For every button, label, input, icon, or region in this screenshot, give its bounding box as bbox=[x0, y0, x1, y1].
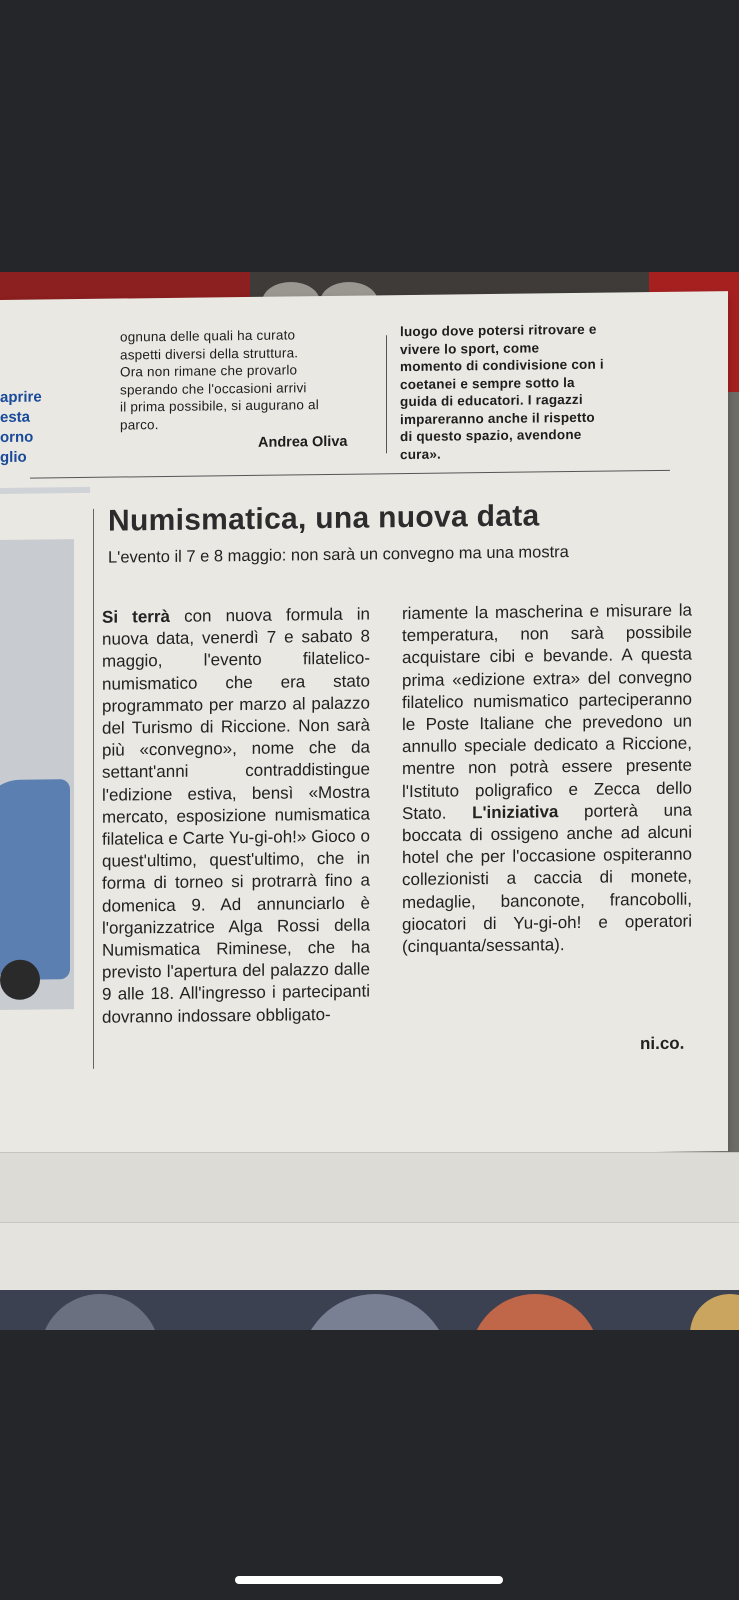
fragment-text: glio bbox=[0, 448, 27, 466]
coin bbox=[300, 1294, 450, 1330]
text-line: ognuna delle quali ha curato bbox=[120, 327, 296, 345]
body-text: con nuova formula in nuova data, venerdì 7 e sabato 8 maggio, l'evento filatelico-numismatico che era stato programmato per marzo al palazzo del Turismo di Riccione. Non sarà più «convegno», nome che da settant'anni contraddistingue l'edizione estiva, bensì «Mostra mercato, esposizione numismatica filatelica e Carte Yu-gi-oh!» Gioco o quest'ultimo, quest'ultimo, che in forma di torneo si protrarrà fino a domenica 9. Ad annunciarlo è l'organizzatrice Alga Rossi della Numismatica Riminese, che ha previsto l'apertura del palazzo dalle 9 alle 18. All'ingresso i partecipanti dovranno indossare obbligato- bbox=[102, 604, 370, 1027]
author-signature: Andrea Oliva bbox=[258, 433, 348, 451]
text-line: momento di condivisione con i bbox=[400, 356, 604, 375]
top-article-right-column bbox=[400, 319, 700, 463]
article-column-1 bbox=[102, 603, 370, 1028]
coin bbox=[40, 1294, 160, 1330]
lead-in: Si terrà bbox=[102, 606, 170, 627]
text-line: coetanei e sempre sotto la bbox=[400, 374, 575, 392]
text-line: impareranno anche il rispetto bbox=[400, 409, 595, 427]
article-left-rule bbox=[93, 509, 94, 1069]
car-wheel bbox=[0, 960, 40, 1000]
text-line: luogo dove potersi ritrovare e bbox=[400, 321, 597, 340]
text-line: guida di educatori. I ragazzi bbox=[400, 391, 583, 410]
lead-in: L'iniziativa bbox=[472, 802, 559, 823]
coin bbox=[690, 1294, 739, 1330]
article-column-2 bbox=[402, 600, 692, 959]
fragment-text: orno bbox=[0, 428, 34, 446]
section-divider-accent bbox=[0, 487, 90, 494]
article-signature: ni.co. bbox=[640, 1033, 685, 1054]
body-text: riamente la mascherina e misurare la temperatura, non sarà possibile acquistare cibi e bevande. A questa prima «edizione extra» del convegno filatelico numismatico parteciperanno le Poste Italiane che prevedono un annullo speciale dedicato a Riccione, mentre non potrà essere presente l'Istituto poligrafico e Zecca dello Stato. bbox=[402, 600, 692, 823]
left-column-fragments bbox=[0, 387, 70, 468]
newspaper-photo bbox=[0, 272, 739, 1330]
top-article-mid-column bbox=[120, 325, 375, 433]
text-line: cura». bbox=[400, 446, 441, 462]
paper-sheet-under bbox=[0, 1222, 739, 1295]
home-indicator[interactable] bbox=[235, 1576, 503, 1584]
fragment-text: aprire bbox=[0, 388, 42, 406]
text-line: il prima possibile, si augurano al bbox=[120, 397, 319, 415]
newspaper-page bbox=[0, 291, 728, 1160]
text-line: parco. bbox=[120, 416, 159, 433]
article-headline: Numismatica, una nuova data bbox=[108, 499, 540, 538]
article-subheadline: L'evento il 7 e 8 maggio: non sarà un convegno ma una mostra bbox=[108, 543, 569, 567]
section-divider bbox=[30, 470, 670, 479]
text-line: sperando che l'occasioni arrivi bbox=[120, 379, 307, 398]
coin bbox=[470, 1294, 600, 1330]
car-photo-fragment bbox=[0, 539, 74, 1010]
car-shape bbox=[0, 779, 70, 980]
coins-strip bbox=[0, 1290, 739, 1330]
column-divider bbox=[386, 335, 387, 453]
text-line: vivere lo sport, come bbox=[400, 339, 540, 357]
text-line: di questo spazio, avendone bbox=[400, 426, 582, 445]
text-line: Ora non rimane che provarlo bbox=[120, 362, 298, 380]
text-line: aspetti diversi della struttura. bbox=[120, 344, 299, 363]
paper-sheet-under bbox=[0, 1152, 739, 1223]
fragment-text: esta bbox=[0, 408, 31, 426]
body-text: porterà una boccata di ossigeno anche ad alcuni hotel che per l'occasione ospiteranno collezionisti a caccia di monete, medaglie, banconote, francobolli, giocatori di Yu-gi-oh! e operatori (cinquanta/sessanta). bbox=[402, 800, 692, 957]
